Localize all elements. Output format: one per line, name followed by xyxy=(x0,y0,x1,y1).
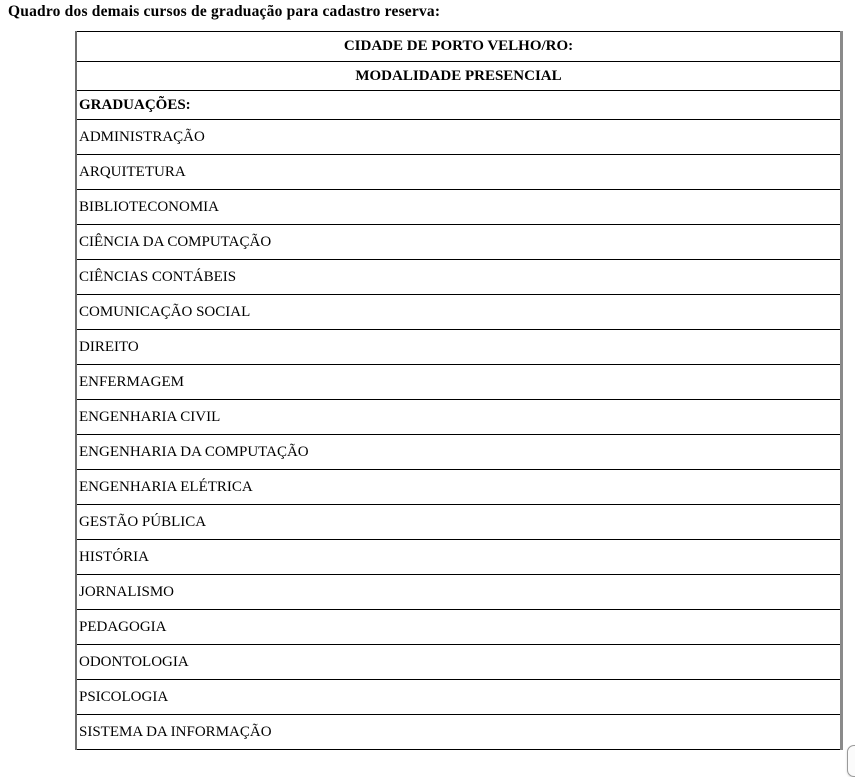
table-row xyxy=(76,295,842,330)
course-cell: ENFERMAGEM xyxy=(76,365,842,400)
table-row xyxy=(76,260,842,295)
course-cell: ENGENHARIA DA COMPUTAÇÃO xyxy=(76,435,842,470)
course-cell: CIÊNCIA DA COMPUTAÇÃO xyxy=(76,225,842,260)
course-cell: GESTÃO PÚBLICA xyxy=(76,505,842,540)
course-cell: HISTÓRIA xyxy=(76,540,842,575)
table-row xyxy=(76,715,842,750)
floating-button-partial[interactable] xyxy=(847,745,855,777)
city-header: CIDADE DE PORTO VELHO/RO: xyxy=(76,32,842,62)
course-cell: ODONTOLOGIA xyxy=(76,645,842,680)
course-cell: DIREITO xyxy=(76,330,842,365)
courses-table xyxy=(75,31,843,750)
course-cell: BIBLIOTECONOMIA xyxy=(76,190,842,225)
table-row xyxy=(76,330,842,365)
table-row xyxy=(76,190,842,225)
table-row xyxy=(76,680,842,715)
course-cell: JORNALISMO xyxy=(76,575,842,610)
courses-table-header xyxy=(76,32,842,120)
table-row xyxy=(76,225,842,260)
course-cell: COMUNICAÇÃO SOCIAL xyxy=(76,295,842,330)
course-cell: SISTEMA DA INFORMAÇÃO xyxy=(76,715,842,750)
course-cell: ENGENHARIA ELÉTRICA xyxy=(76,470,842,505)
table-row xyxy=(76,575,842,610)
table-row-modality xyxy=(76,62,842,91)
table-row-graduations-label xyxy=(76,91,842,120)
table-row xyxy=(76,470,842,505)
table-row xyxy=(76,155,842,190)
course-cell: CIÊNCIAS CONTÁBEIS xyxy=(76,260,842,295)
course-cell: ADMINISTRAÇÃO xyxy=(76,120,842,155)
table-row xyxy=(76,435,842,470)
course-cell: ARQUITETURA xyxy=(76,155,842,190)
table-row xyxy=(76,610,842,645)
course-list xyxy=(76,120,842,750)
table-row-city xyxy=(76,32,842,62)
course-cell: PEDAGOGIA xyxy=(76,610,842,645)
table-row xyxy=(76,365,842,400)
course-cell: PSICOLOGIA xyxy=(76,680,842,715)
table-row xyxy=(76,400,842,435)
table-row xyxy=(76,120,842,155)
course-cell: ENGENHARIA CIVIL xyxy=(76,400,842,435)
table-row xyxy=(76,645,842,680)
table-row xyxy=(76,540,842,575)
page-title: Quadro dos demais cursos de graduação para cadastro reserva: xyxy=(8,3,441,20)
modality-header: MODALIDADE PRESENCIAL xyxy=(76,62,842,91)
table-row xyxy=(76,505,842,540)
graduations-section-header: GRADUAÇÕES: xyxy=(76,91,842,120)
